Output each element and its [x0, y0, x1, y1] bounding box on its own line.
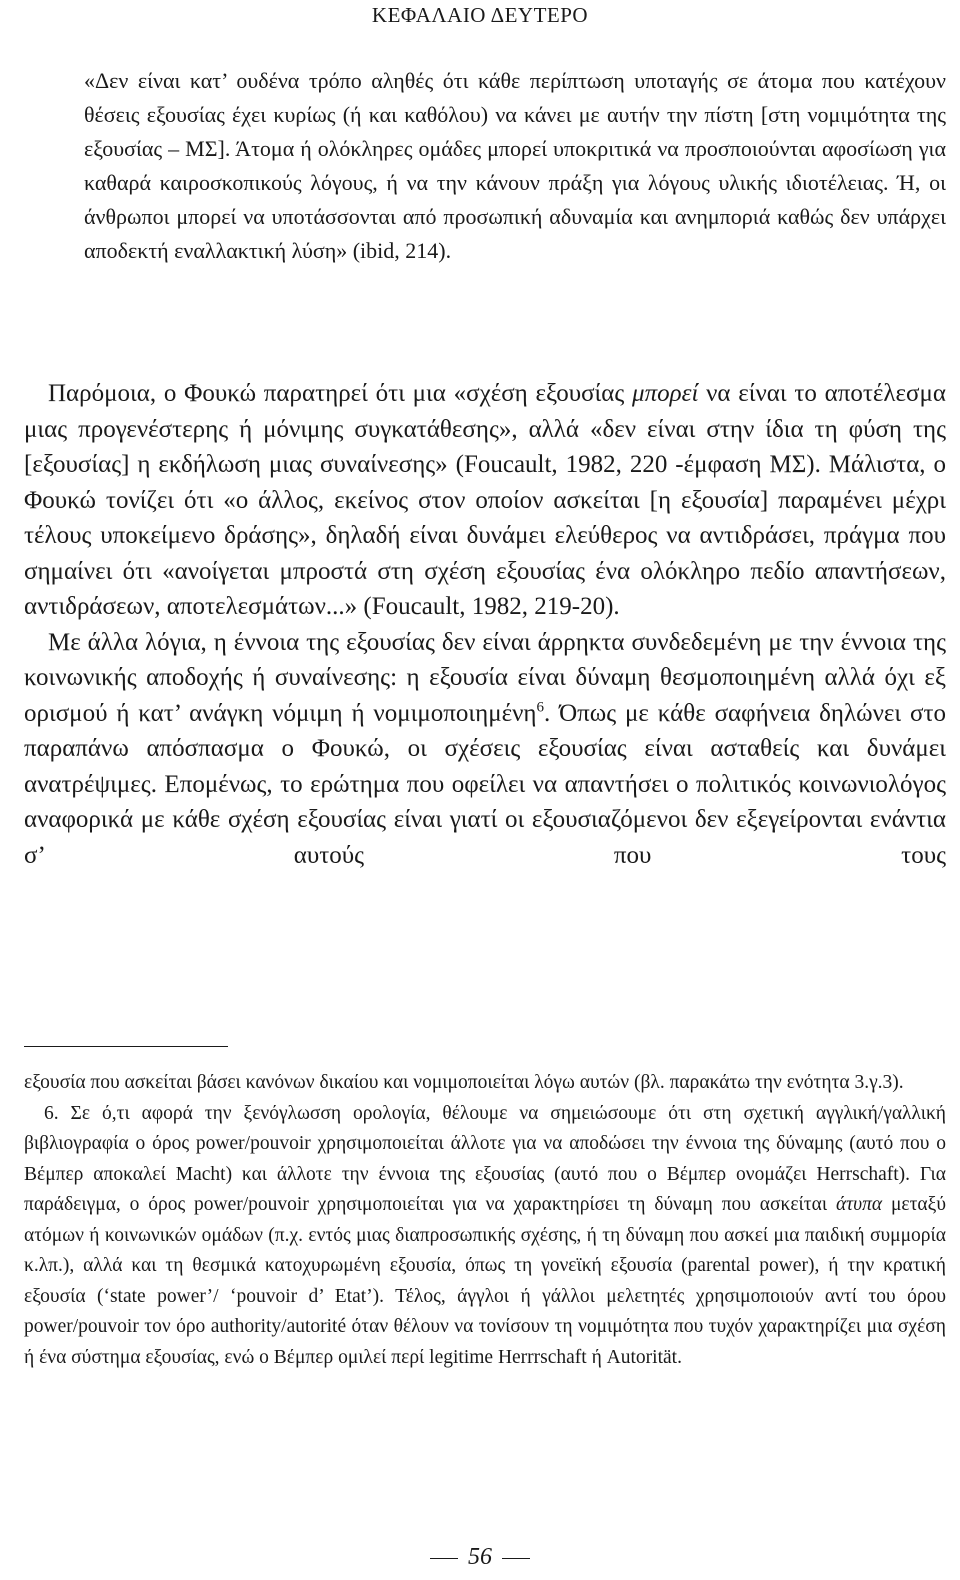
- page-number-text: 56: [468, 1544, 492, 1570]
- footnote-marker[interactable]: 6: [536, 699, 544, 716]
- emphasis-text: άτυπα: [835, 1194, 883, 1215]
- block-quote: «Δεν είναι κατ’ ουδένα τρόπο αληθές ότι κάθε περίπτωση υποταγής σε άτομα που κατέχουν θέσεις εξουσίας έχει κυρίως (ή και καθόλου) να κάνει με αυτήν την πίστη [στη νομιμότητα της εξουσίας – ΜΣ]. Άτομα ή ολόκληρες ομάδες μπορεί υποκριτικά να προσποιούνται αφοσίωση για καθαρά καιροσκοπικούς λόγους, ή να την κάνουν πράξη για λόγους υλικής ιδιοτέλειας. Ή, οι άνθρωποι μπορεί να υποτάσσονται από προσωπική αδυναμία και ανημποριά καθώς δεν υπάρχει αποδεκτή εναλλακτική λύση» (ibid, 214).: [84, 68, 946, 263]
- page-number: [0, 1540, 960, 1574]
- footnote-text: μεταξύ ατόμων ή κοινωνικών ομάδων (π.χ. εντός μιας διαπροσωπικής σχέσης, ή τη δύναμη που ασκεί μια παιδική συμμορία κ.λπ.), αλλά και τη θεσμικά κατοχυρωμένη εξουσία, όπως τη γονεϊκή εξουσία (parental power), ή την κρατική εξουσία (‘state power’/ ‘pouvoir d’ Etat’). Τέλος, άγγλοι ή γάλλοι μελετητές χρησιμοποιούν αντί του όρου power/pouvoir τον όρο authority/autorité όταν θέλουν να τονίσουν τη νομιμότητα που τυχόν χαρακτηρίζει μια σχέση ή ένα σύστημα εξουσίας, ενώ ο Βέμπερ ομιλεί περί legitime Herrrschaft ή Autorität.: [24, 1194, 946, 1368]
- paragraph-text: Παρόμοια, ο Φουκώ παρατηρεί ότι μια «σχέση εξουσίας: [48, 380, 633, 407]
- folio-dash: [430, 1558, 458, 1559]
- folio-dash: [502, 1558, 530, 1559]
- paragraph-text: . Όπως με κάθε σαφήνεια δηλώνει στο παραπάνω απόσπασμα ο Φουκώ, οι σχέσεις εξουσίας είναι ασταθείς και δυνάμει ανατρέψιμες. Επομένως, το ερώτημα που οφείλει να απαντήσει ο πολιτικός κοινωνιολόγος αναφορικά με κάθε σχέση εξουσίας είναι γιατί οι εξουσιαζόμενοι δεν εξεγείρονται ενάντια σ’ αυτούς που τους: [24, 699, 946, 869]
- footnote-text: Σε ό,τι αφορά την ξενόγλωσση ορολογία, θέλουμε να σημειώσουμε ότι στη σχετική αγγλική/γαλλική βιβλιογραφία ο όρος power/pouvoir χρησιμοποιείται άλλοτε για να αποδώσει την έννοια της δύναμης (αυτό που ο Βέμπερ αποκαλεί Macht) και άλλοτε την έννοια της εξουσίας (αυτό που ο Βέμπερ ονομάζει Herrschaft). Για παράδειγμα, ο όρος power/pouvoir χρησιμοποιείται για να χαρακτηρίσει τη δύναμη που ασκείται: [24, 1102, 946, 1215]
- footnote-continuation: εξουσία που ασκείται βάσει κανόνων δικαίου και νομιμοποιείται λόγω αυτών (βλ. παρακάτω την ενότητα 3.γ.3).: [24, 1072, 904, 1093]
- footnote-number: 6.: [44, 1102, 59, 1124]
- paragraph-text: Με άλλα λόγια, η έννοια της εξουσίας δεν είναι άρρηκτα συνδεδεμένη με την έννοια της κοινωνικής αποδοχής ή συναίνεσης: η εξουσία είναι δύναμη θεσμοποιημένη αλλά όχι εξ ορισμού ή κατ’ ανάγκη νόμιμη ή νομιμοποιημένη: [24, 628, 946, 727]
- paragraph: [24, 376, 946, 625]
- paragraph-text: να είναι το αποτέλεσμα μιας προγενέστερης ή μόνιμης συγκατάθεσης», αλλά «δεν είναι στην ίδια τη φύση της [εξουσίας] η εκδήλωση μιας συναίνεσης» (Foucault, 1982, 220 -έμφαση ΜΣ). Μάλιστα, ο Φουκώ τονίζει ότι «ο άλλος, εκείνος στον οποίον ασκείται [η εξουσία] παραμένει μέχρι τέλους υποκείμενο δράσης», δηλαδή είναι δυνάμει ελεύθερος να αντιδράσει, πράγμα που σημαίνει ότι «ανοίγεται μπροστά στη σχέση εξουσίας ένα ολόκληρο πεδίο απαντήσεων, αντιδράσεων, αποτελεσμάτων...» (Foucault, 1982, 219-20).: [24, 380, 946, 620]
- footnote: [24, 1099, 946, 1374]
- running-head: ΚΕΦΑΛΑΙΟ ΔΕΥΤΕΡΟ: [371, 3, 589, 27]
- footnotes: [24, 1068, 946, 1373]
- footnote-separator: [24, 1046, 228, 1047]
- paragraph: [24, 625, 946, 874]
- emphasis-text: μπορεί: [632, 380, 699, 407]
- body-text: [24, 376, 946, 873]
